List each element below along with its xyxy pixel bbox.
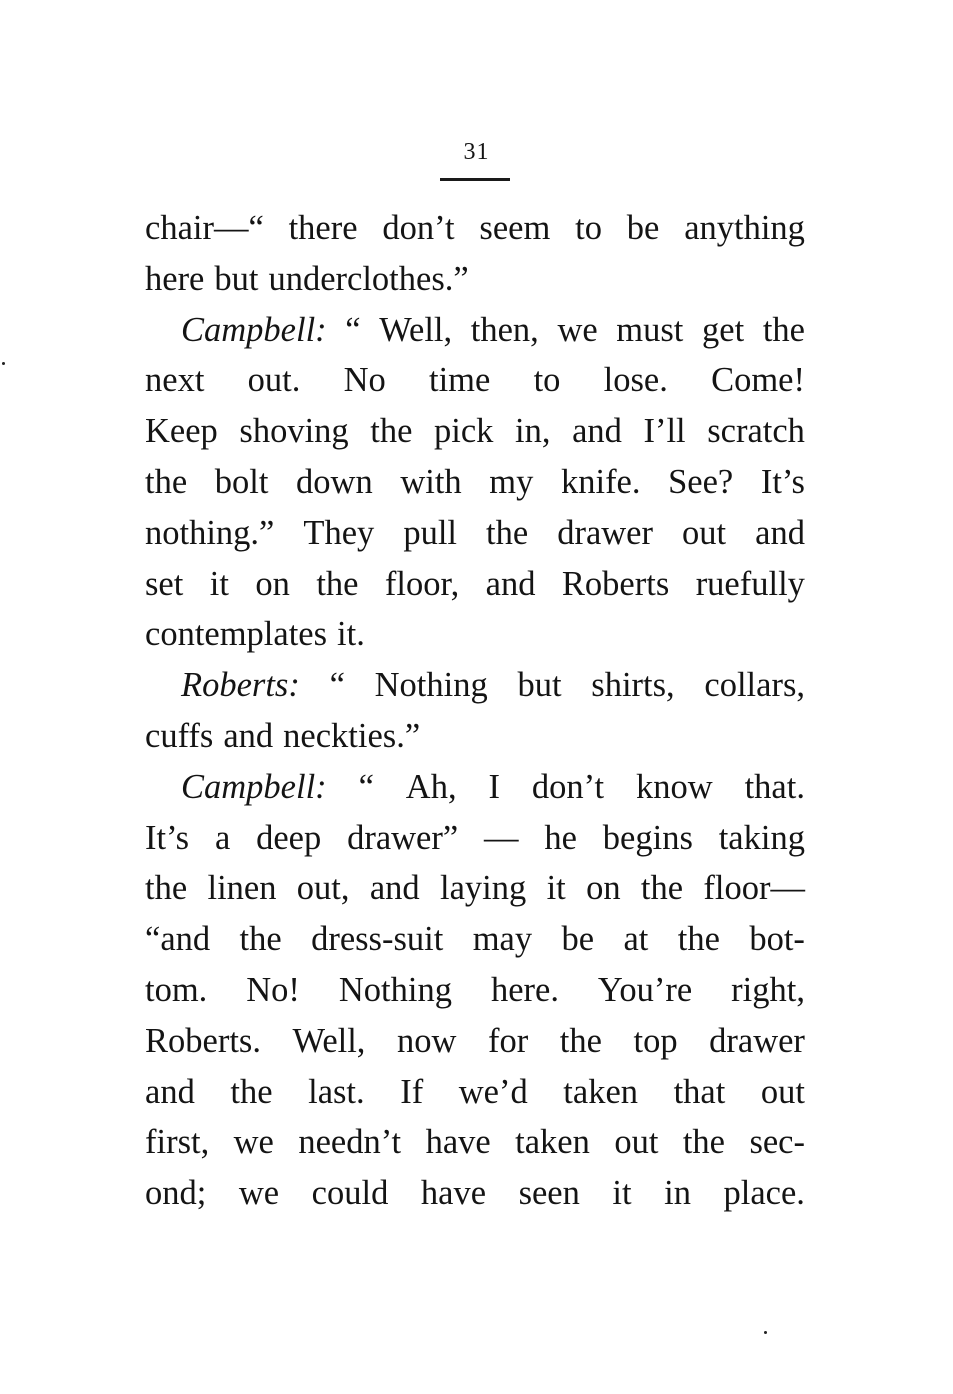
word: You’re — [597, 970, 693, 1009]
word: it — [546, 869, 566, 908]
word: know — [636, 767, 713, 806]
word: the — [370, 412, 413, 451]
text-line — [145, 355, 805, 406]
text-line — [145, 914, 805, 965]
word: Come! — [711, 361, 805, 400]
word: out. — [247, 361, 301, 400]
word: collars, — [704, 666, 805, 705]
word: must — [616, 310, 684, 349]
word: and — [145, 1072, 195, 1111]
word: be — [561, 920, 595, 959]
word: now — [397, 1021, 457, 1060]
word: nothing.” — [145, 513, 275, 552]
body-text — [145, 203, 805, 1219]
word: the — [677, 920, 720, 959]
word: taken — [563, 1072, 639, 1111]
margin-speck — [764, 1331, 767, 1334]
text-line — [145, 1117, 805, 1168]
word: “and — [145, 920, 211, 959]
word: and — [572, 412, 622, 451]
word: that — [673, 1072, 726, 1111]
page-number: 31 — [463, 139, 490, 165]
word: pick — [434, 412, 494, 451]
word: first, — [145, 1123, 210, 1162]
word: bolt — [214, 462, 269, 501]
word: be — [626, 209, 660, 247]
word: we’d — [458, 1072, 528, 1111]
speaker-name: Campbell: — [181, 310, 327, 349]
word: top — [633, 1021, 678, 1060]
word: set — [145, 564, 184, 603]
word: on — [255, 564, 290, 603]
text-line — [145, 863, 805, 914]
word: cuffs — [145, 716, 214, 755]
word: chair—“ — [145, 209, 264, 247]
word: and — [223, 716, 274, 755]
word: shoving — [239, 412, 349, 451]
word: I’ll — [643, 412, 686, 451]
word: It’s — [145, 818, 190, 857]
word: seem — [479, 209, 551, 247]
word: the — [559, 1021, 602, 1060]
word: the — [230, 1072, 273, 1111]
word: underclothes.” — [268, 259, 469, 298]
word: deep — [256, 818, 322, 857]
word: and — [485, 564, 536, 603]
word: It’s — [760, 462, 805, 501]
word: here. — [490, 970, 559, 1009]
word: Roberts. — [145, 1021, 261, 1060]
word: drawer — [557, 513, 653, 552]
word: out — [682, 513, 727, 552]
word: contemplates — [145, 615, 328, 654]
word: my — [489, 462, 534, 501]
text-line — [145, 457, 805, 508]
word: and — [755, 513, 805, 552]
word: knife. — [560, 462, 641, 501]
word: drawer — [709, 1021, 805, 1060]
text-line — [145, 559, 805, 610]
word: then, — [470, 310, 539, 349]
word: Ah, — [405, 767, 457, 806]
word: place. — [723, 1174, 805, 1213]
text-line — [145, 762, 805, 813]
word: but — [517, 666, 562, 705]
text-line — [145, 660, 805, 711]
word: time — [429, 361, 491, 400]
word: — — [484, 818, 519, 857]
word: last. — [308, 1072, 365, 1111]
word: tom. — [145, 970, 208, 1009]
word: sec- — [749, 1123, 805, 1162]
word: floor, — [384, 564, 460, 603]
word: have — [420, 1174, 487, 1213]
word: get — [702, 310, 745, 349]
word: there — [288, 209, 358, 247]
word: it — [209, 564, 229, 603]
text-line — [145, 1016, 805, 1067]
word: have — [425, 1123, 491, 1162]
word: dress-suit — [311, 920, 444, 959]
text-line — [145, 609, 805, 660]
word: scratch — [707, 412, 805, 451]
word: a — [214, 818, 231, 857]
text-line — [145, 254, 805, 305]
word: Nothing — [374, 666, 488, 705]
word: may — [472, 920, 533, 959]
word: right, — [731, 970, 805, 1009]
word: linen — [207, 869, 277, 908]
word: “ — [358, 767, 374, 806]
margin-speck — [2, 362, 5, 365]
word: the — [145, 462, 188, 501]
word: out, — [296, 869, 350, 908]
word: No — [343, 361, 386, 400]
text-line — [145, 1067, 805, 1118]
word: the — [640, 869, 684, 908]
word: lose. — [603, 361, 668, 400]
word: with — [400, 462, 462, 501]
word: in — [664, 1174, 691, 1213]
text-line — [145, 965, 805, 1016]
word: Roberts — [561, 564, 670, 603]
word: on — [586, 869, 621, 908]
word: the — [486, 513, 529, 552]
word: next — [145, 361, 205, 400]
text-line — [145, 813, 805, 864]
word: floor— — [703, 869, 805, 908]
text-line — [145, 406, 805, 457]
word: I — [488, 767, 500, 806]
word: down — [296, 462, 373, 501]
word: that. — [744, 767, 805, 806]
word: we — [557, 310, 598, 349]
word: needn’t — [298, 1123, 402, 1162]
text-line — [145, 711, 805, 762]
text-line — [145, 305, 805, 356]
word: anything — [684, 209, 805, 247]
word: he — [544, 818, 577, 857]
word: it — [612, 1174, 632, 1213]
word: ruefully — [695, 564, 805, 603]
speaker-name: Roberts: — [181, 666, 300, 705]
speaker-name: Campbell: — [181, 767, 327, 806]
word: bot- — [749, 920, 805, 959]
word: “ — [329, 666, 345, 705]
text-line — [145, 203, 805, 254]
word: don’t — [531, 767, 605, 806]
word: taken — [515, 1123, 590, 1162]
word: to — [533, 361, 561, 400]
word: the — [762, 310, 805, 349]
word: pull — [403, 513, 457, 552]
word: See? — [668, 462, 734, 501]
word: we — [233, 1123, 274, 1162]
word: “ — [345, 310, 361, 349]
word: but — [214, 259, 259, 298]
word: and — [369, 869, 420, 908]
word: in, — [515, 412, 551, 451]
word: out — [614, 1123, 659, 1162]
word: at — [623, 920, 649, 959]
word: the — [145, 869, 188, 908]
text-line — [145, 508, 805, 559]
word: Well, — [292, 1021, 366, 1060]
word: begins — [602, 818, 693, 857]
word: If — [400, 1072, 424, 1111]
word: for — [487, 1021, 529, 1060]
word: out — [760, 1072, 805, 1111]
word: don’t — [382, 209, 455, 247]
word: the — [682, 1123, 725, 1162]
word: Keep — [145, 412, 218, 451]
text-line — [145, 1168, 805, 1219]
word: to — [575, 209, 602, 247]
word: neckties.” — [283, 716, 421, 755]
word: Nothing — [338, 970, 452, 1009]
word: we — [238, 1174, 280, 1213]
word: could — [311, 1174, 389, 1213]
word: the — [239, 920, 282, 959]
word: They — [303, 513, 375, 552]
header-rule — [440, 178, 510, 181]
word: taking — [718, 818, 805, 857]
word: No! — [246, 970, 300, 1009]
word: here — [145, 259, 205, 298]
word: laying — [440, 869, 527, 908]
word: drawer” — [347, 818, 459, 857]
word: the — [316, 564, 359, 603]
word: it. — [337, 615, 365, 654]
word: Well, — [379, 310, 453, 349]
word: seen — [518, 1174, 580, 1213]
word: shirts, — [591, 666, 675, 705]
word: ond; — [145, 1174, 207, 1213]
